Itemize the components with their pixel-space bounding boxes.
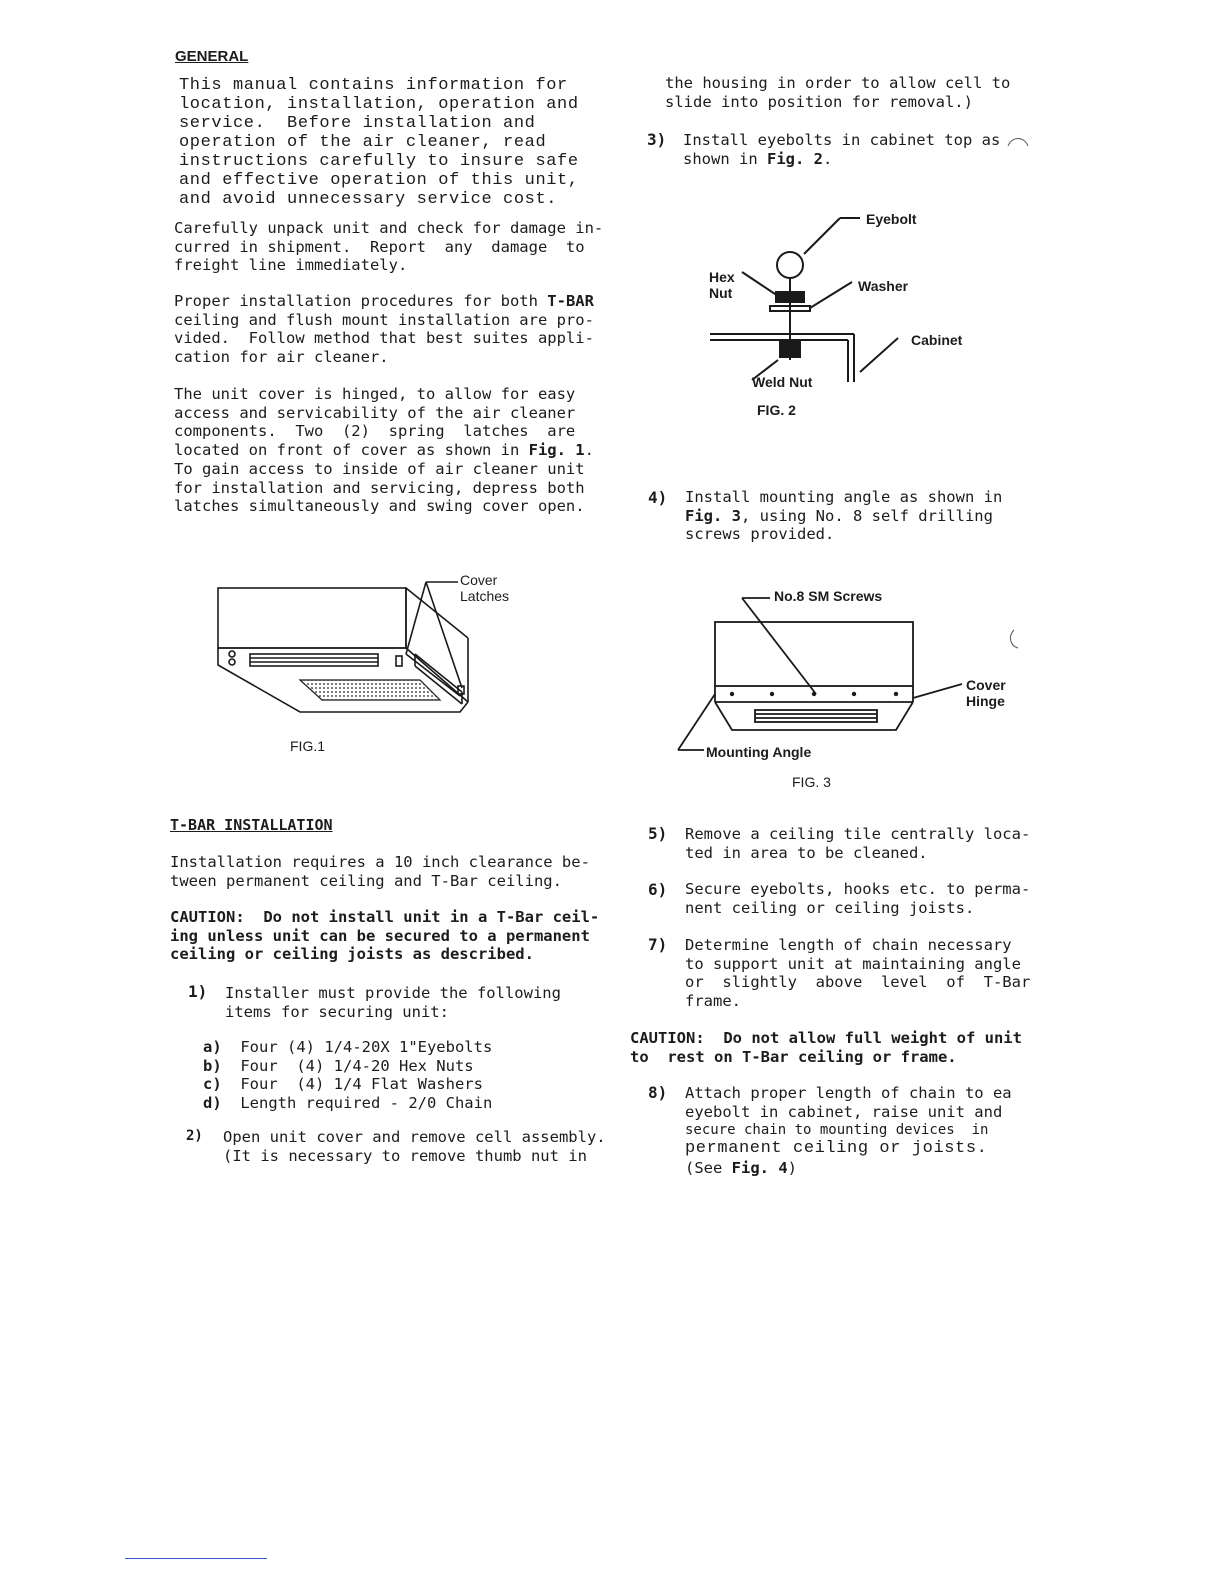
step5-text — [685, 825, 1030, 862]
items-list — [203, 1038, 492, 1113]
step-number: 7) — [648, 935, 668, 954]
list-item: b) Four (4) 1/4-20 Hex Nuts — [203, 1056, 474, 1075]
cover-line: latches simultaneously and swing cover open. — [174, 497, 585, 516]
clearance-line: tween permanent ceiling and T-Bar ceiling. — [170, 871, 562, 890]
proper-installation-paragraph — [174, 292, 594, 367]
step-line: Install mounting angle as shown in — [685, 488, 1003, 506]
unpack-line: curred in shipment. Report any damage to — [174, 237, 585, 256]
fig2-label-washer: Washer — [858, 278, 909, 294]
fig3-label-angle: Mounting Angle — [706, 744, 812, 760]
step-number: 6) — [648, 880, 668, 899]
step-number: 1) — [188, 982, 208, 1001]
fig2-label-nut: Nut — [709, 285, 733, 301]
intro-line: This manual contains information for — [179, 76, 568, 95]
step-line: frame. — [685, 992, 741, 1011]
list-item: a) Four (4) 1/4-20X 1"Eyebolts — [203, 1038, 493, 1056]
list-item: d) Length required - 2/0 Chain — [203, 1094, 493, 1113]
step-number: 5) — [648, 824, 668, 843]
step-line: secure chain to mounting devices in — [685, 1122, 989, 1139]
cont-line: the housing in order to allow cell to — [665, 74, 1011, 92]
cover-line: To gain access to inside of air cleaner unit — [174, 459, 585, 478]
step-line: (It is necessary to remove thumb nut in — [223, 1146, 587, 1165]
proper-line: ceiling and flush mount installation are pro- — [174, 310, 594, 329]
step2-text — [223, 1128, 606, 1165]
step-line: Install eyebolts in cabinet top as — [683, 131, 1001, 149]
step-number: 4) — [648, 488, 668, 507]
proper-line: Proper installation procedures for both T-BAR — [174, 292, 594, 310]
step-number: 3) — [647, 130, 667, 149]
step-line: Secure eyebolts, hooks etc. to perma- — [685, 880, 1031, 898]
tbar-heading: T-BAR INSTALLATION — [170, 816, 333, 834]
step4-text — [685, 488, 1002, 544]
intro-line: and effective operation of this unit, — [179, 171, 579, 190]
fig3-label-cover: Cover — [966, 677, 1006, 693]
step-line: or slightly above level of T-Bar — [685, 973, 1031, 992]
cover-line: components. Two (2) spring latches are — [174, 422, 576, 441]
intro-line: location, installation, operation and — [179, 95, 579, 114]
scan-mark-decoration — [1000, 130, 1040, 670]
step-number: 8) — [648, 1083, 668, 1102]
general-intro — [179, 76, 579, 209]
cover-line: for installation and servicing, depress both — [174, 478, 585, 497]
step-line: Remove a ceiling tile centrally loca- — [685, 825, 1031, 843]
intro-line: service. Before installation and — [179, 114, 536, 133]
clearance-line: Installation requires a 10 inch clearance be- — [170, 853, 590, 871]
fig2-label-eyebolt: Eyebolt — [866, 211, 917, 227]
cover-line: The unit cover is hinged, to allow for easy — [174, 385, 576, 403]
fig2-label-weld-nut: Weld Nut — [752, 374, 813, 390]
fig1-caption: FIG.1 — [290, 738, 326, 754]
clearance-paragraph — [170, 853, 590, 890]
intro-line: operation of the air cleaner, read — [179, 133, 547, 152]
unpack-line: freight line immediately. — [174, 256, 408, 275]
step-line: eyebolt in cabinet, raise unit and — [685, 1102, 1003, 1121]
cover-paragraph — [174, 385, 594, 516]
footer-rule — [125, 1558, 267, 1559]
caution-line: ing unless unit can be secured to a permanent — [170, 926, 590, 945]
cover-line: located on front of cover as shown in Fig. 1. — [174, 441, 594, 460]
step-line: Attach proper length of chain to ea — [685, 1084, 1012, 1102]
intro-line: instructions carefully to insure safe — [179, 152, 579, 171]
cover-line: access and servicability of the air cleaner — [174, 403, 576, 422]
right-caution — [630, 1029, 1022, 1066]
tbar-caution — [170, 908, 599, 964]
step-line: permanent ceiling or joists. — [685, 1139, 988, 1159]
fig3-caption: FIG. 3 — [792, 774, 831, 790]
step-line: Determine length of chain necessary — [685, 936, 1012, 954]
step3-text — [683, 131, 1000, 168]
list-item: c) Four (4) 1/4 Flat Washers — [203, 1075, 483, 1094]
step-line: (See Fig. 4) — [685, 1158, 798, 1177]
fig2-label-cabinet: Cabinet — [911, 332, 963, 348]
step-number: 2) — [186, 1128, 203, 1144]
fig2-label-hex: Hex — [709, 269, 735, 285]
step-line: to support unit at maintaining angle — [685, 954, 1021, 973]
intro-line: and avoid unnecessary service cost. — [179, 190, 558, 209]
cont-line: slide into position for removal.) — [665, 92, 973, 111]
fig2-caption: FIG. 2 — [757, 402, 796, 418]
step-line: items for securing unit: — [225, 1002, 449, 1021]
fig1-label-latches: Latches — [460, 588, 510, 604]
step-line: Open unit cover and remove cell assembly. — [223, 1128, 606, 1146]
caution-line: CAUTION: Do not install unit in a T-Bar ceil- — [170, 908, 600, 926]
unpack-paragraph — [174, 219, 603, 275]
step-line: Fig. 3, using No. 8 self drilling — [685, 506, 993, 525]
caution-line: to rest on T-Bar ceiling or frame. — [630, 1047, 957, 1066]
step-line: shown in Fig. 2. — [683, 149, 833, 168]
step-line: nent ceiling or ceiling joists. — [685, 898, 975, 917]
step-line: ted in area to be cleaned. — [685, 843, 928, 862]
step8-text — [685, 1084, 1012, 1178]
step6-text — [685, 880, 1030, 917]
fig2-eyebolt-drawing — [700, 210, 920, 390]
continued-text — [665, 74, 1010, 111]
fig3-label-hinge: Hinge — [966, 693, 1005, 709]
proper-line: vided. Follow method that best suites appli- — [174, 329, 594, 348]
fig3-label-screws: No.8 SM Screws — [774, 588, 883, 604]
fig3-mounting-angle-drawing — [670, 590, 970, 760]
caution-line: CAUTION: Do not allow full weight of unit — [630, 1029, 1022, 1047]
step7-text — [685, 936, 1030, 1011]
step1-text — [225, 984, 561, 1021]
step-line: Installer must provide the following — [225, 984, 561, 1002]
unpack-line: Carefully unpack unit and check for damage in- — [174, 219, 604, 237]
fig1-label-cover: Cover — [460, 572, 498, 588]
caution-line: ceiling or ceiling joists as described. — [170, 945, 534, 964]
step-line: screws provided. — [685, 525, 835, 544]
proper-line: cation for air cleaner. — [174, 348, 389, 367]
general-heading: GENERAL — [175, 48, 249, 65]
